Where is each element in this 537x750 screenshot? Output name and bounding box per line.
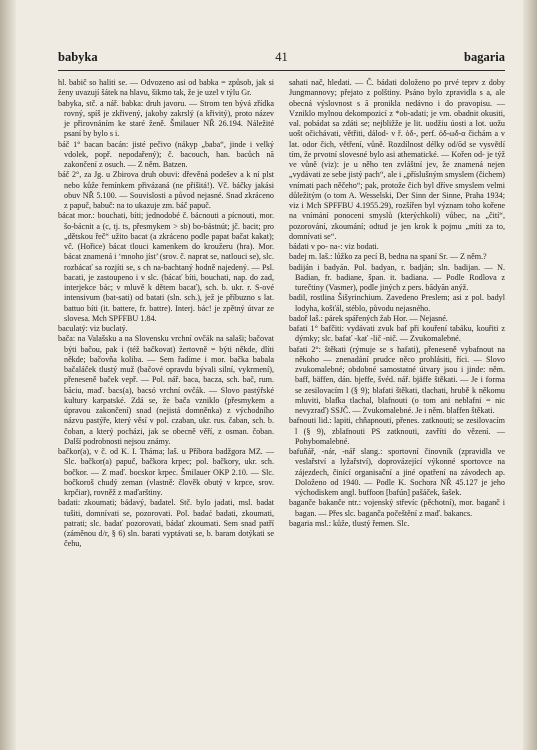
dictionary-entry: baganče bakanče ntr.: vojenský střevíc (pěchotní), mor. baganč i bagan. — Přes slc. baganča počeštění z maď. bakancs. [289,498,505,518]
dictionary-entry: badiján i badyán. Pol. badyan, r. badján; sln. badijan. — N. Badian, fr. badiane, špan. it. badiana. — Podle Rodlova z turečtiny (Vasmer), podle jiných z pers. bādyān anýž. [289,262,505,292]
dictionary-entry: badati: zkoumati; bádavý, badatel. Stč. bylo jadati, msl. badat tušiti, domnívati se, pozorovati. Pol. badać badati, zkoumati, patrati; slc. badať pozorovati, bádať zkoumati. Sem snad patří (záměnou d/r, § 6) sln. barati vyptávati se, b. baram dotýkati se čehu, [58,498,274,549]
dictionary-entry: bafati 2°: štěkati (rýmuje se s hafati), přeneseně vybafnout na někoho — znenadání prudce něco prohlásiti, říci. — Slovo zvukomalebné; obdobné samostatné útvary jsou i jinde: něm. baff, bäffen, dán. bjeffe, švéd. nář. bjäffe štěkati. — Je i forma se zesilovacím l (§ 9); blafati štěkati, tlachati, hrubě k někomu mluviti, blafka tlachal, blafnouti (o tom ani neblafni = nic nevyzraď) SSJČ. — Zvukomalebné. Je i něm. blaffen štěkati. [289,344,505,415]
dictionary-entry: badej m. laš.: lůžko za pecí B, bedna na spaní Sr. — Z něm.? [289,252,487,262]
page-header [58,50,505,66]
page-binding-shadow [0,0,16,750]
dictionary-entry: bafnouti lid.: lapiti, chňapnouti, přenes. zatknouti; se zesilovacím l (§ 9), zblafnouti PS zatknouti, zavříti do vězení. — Pohybomalebné. [289,416,505,446]
header-rule [58,70,505,71]
dictionary-entry: bača: na Valašsku a na Slovensku vrchní ovčák na salaši; bačovat býti bačou, pak i (též bačkovat) žertovně = býti někde, dlíti někde; bačovňa koliba. — Sem řadíme i mor. bačka babala bačaláček tlustý muž (bačové opravdu bývali silní, vykrmení), přeneseně baček vepř. — Pol. nář. baca, bacza, sch. bač, rum. băciu, maď. bacs(a), bacsó vrchní ovčák. — Slovo pastýřské kultury karpatské. Zdá se, že bača vzniklo (přesmykem a úpravou zakončení) snad (nejistá domněnka) z východního názvu pastýře, který věsí v pol. czaban, ukr. rus. čaban, sch. b. čoban, a který pocházi, jak se obecně věří, z osman. čoban. Další podrobnosti nejsou známy. [58,334,274,446]
page-number: 41 [275,50,288,64]
dictionary-entry: bácat mor.: bouchati, bíti; jednodobé č. bácnouti a pícnouti, mor. šo-bácnit a (c, tj. ts, přesmykem > sb) bo-bástnút; jč. bacit; pro „dětskou řeč“ užito bacat (a zkráceno podle papat bačat kakat); vč. (Hořice) bácat tlouci kamenkem do kroužeru (hra). Mor. bácat znamená i ‘mnoho jíst’ (srov. č. naprat se, natlouci se), slc. rozbácať sa rozjíti se, s ch na-bachtaný hodně najedený. — Psl. bacati, je zastoupeno i v slc. (bácať bíti, bouchati, nap. do zad, interjekce bác; v mluvě k dětem bacať), sch. b. ukr. r. S-ové intensivum (bat-sati) od batati (sln. sch.), jež je příbuzno s lat. battuo bíti (it. battere, fr. battre). Interj. bác! je zpětný útvar ze slovesa. Mch SPFFBU 1.84. [58,211,274,323]
dictionary-entry: sahati nač, hledati. — Č. bádati doloženo po prvé teprv z doby Jungmannovy; přejato z polštiny. Psáno bylo zpravidla s a, ale obecná výslovnost s ā pronikla nedávno i do pravopisu. — Vzniklo mylnou dekompozicí z *ob-adati; je vm. obadnit okusiti, val. pobádat sa zdáti se; nejbližže je lit. uodžiu úosti a lot. uožu uošt očichávati, větřiti, dálod- v ř. ὀδ-, perf. ὀδ-ωδ-α čichám a v lat. odor čich, větření, vůně. Rozdílnost délky od/ōd se vysvětlí tím, že prvotní slovesné bylo asi athematické. — Kořen od- je týž ve vůně (viz): je u něho ten zvláštní jev, že znamená nejen „vydávati ze sebe jistý pach“, ale i „příslušným smyslem (čichem) vnímati pach něčeho“; pak, protože čich byl dříve smyslem velmi důležitým (o tom A. Wesselski, Der Sinn der Sinne, Praha 1934; viz i Mch SPFFBU 4.1955.29), rozšířen byl význam toho kořene na vnímání ponoceni smyslů (kterýchkoli) vůbec, na „čití“, pozorování, zkoumání; odtud je jen krok k pojmu „míti za to, domnívati se“. [289,78,505,241]
dictionary-entry: badoř laš.: párek spářených žab Hor. — Nejasné. [289,313,448,323]
dictionary-entry: babyka, stč. a nář. babka: druh javoru. — Strom ten bývá zřídka rovný, spíš je zkřivený, jakoby zakrslý (a křivitý), proto název je přirovnáním ke staré ženě. Šmilauer NŘ 26.194. Náležité psaní by bylo s i. [58,98,274,139]
left-column [58,78,274,724]
dictionary-entry: bafati 1° bafčiti: vydávati zvuk baf při kouření tabáku, kouřiti z dýmky; slc. bafať -kať -lič -nič. — Zvukomalebné. [289,324,505,344]
right-column [289,78,505,724]
right-running-headword: bagaria [464,50,505,64]
dictionary-entry: bagaria msl.: kůže, tlustý řemen. Slc. [289,518,410,528]
dictionary-entry: bafuňář, -nár, -nář slang.: sportovní činovník (zpravidla ve veslařství a lyžařství), doprovázející výkonné sportovce na zájezdech, činící organisační a jiné opatření na závodech ap. Doloženo od 1940. — Podle K. Sochora NŘ 45.127 je jeho východiskem angl. buffoon [bafún] pašáček, šašek. [289,447,505,497]
left-running-headword: babyka [58,50,98,64]
dictionary-entry: bádati v po- na-: viz bodati. [289,242,379,251]
page-edge [523,0,537,750]
dictionary-entry: báč 2°, za Jg. u Zbirova druh obuvi: dřevěná podešev a k ní plst nebo kůže řemínkem přivázaná (ne přišitá!). Vč. báčky jakási obuv NŘ 5.100. — Souvislosti a původ nejasné. Snad zkráceno z papuč, babuč: na to ukazuje zm. báč papuč. [58,170,274,210]
dictionary-entry: badil, rostlina Šišyrinchium. Zavedeno Preslem; asi z pol. badyl lodyha, košťál, stéblo, původu nejasného. [289,293,505,313]
dictionary-entry: hl. babič so haliti se. — Odvozeno asi od babka = způsob, jak si ženy uvazují šátek na hlavu, šikmo tak, že je uzel v týlu Gr. [58,78,274,98]
dictionary-entry: bačkor(a), v č. od K. I. Tháma; laš. u Příbora badžgora MZ. — Slc. bačkor(a) papuč, bačkora krpec; pol. bačkory, ukr. sch. bočkor. — Z maď. bocskor krpec. Šmilauer OKP 2.10. — Slc. bočkoroš chudý zeman (vlastně: člověk obutý v krpce, srov. krpčiar), rovněž z maďarštiny. [58,447,274,497]
dictionary-entry: báč 1° bacan bacán: jisté pečivo (nákyp „baba“, jinde i velký vdolek, popř. nepodařený); č. bacouch, han. bacůch nā zakončení z osuch. — Z něm. Batzen. [58,139,274,169]
text-columns [58,78,505,724]
dictionary-entry: baculatý: viz buclatý. [58,324,128,333]
